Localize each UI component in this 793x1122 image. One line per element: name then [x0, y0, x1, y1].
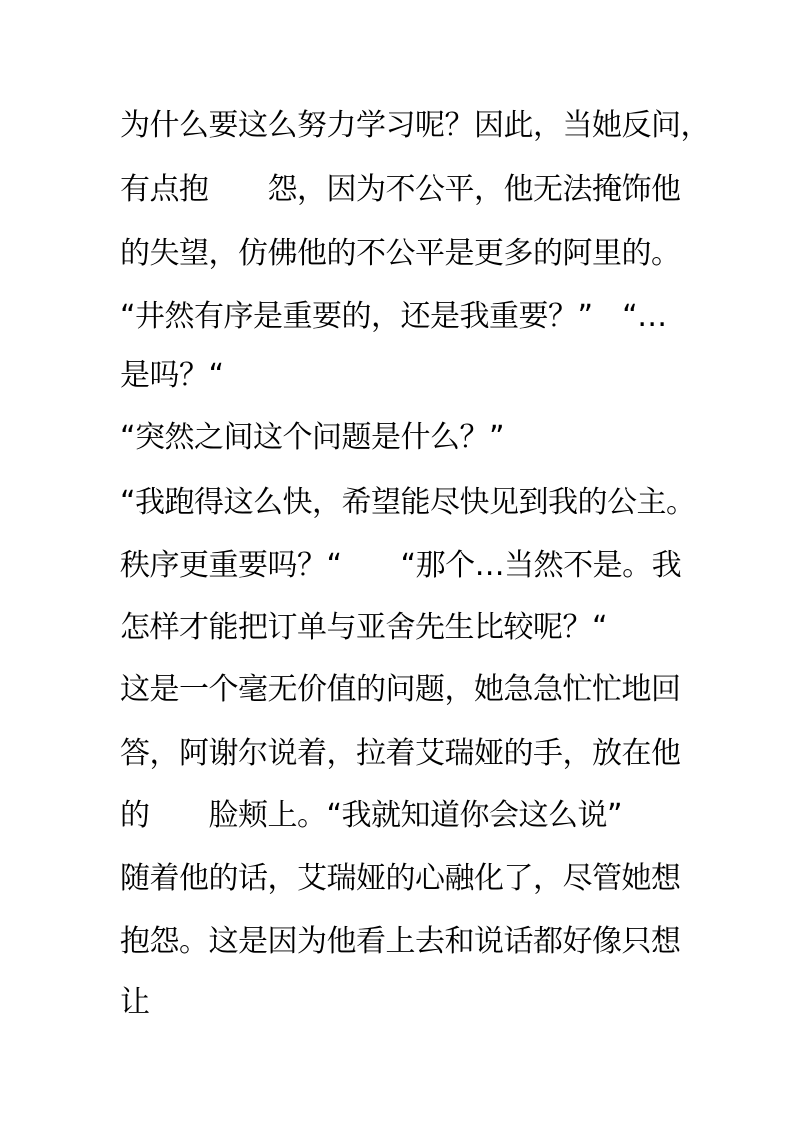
text-line: 有点抱 怨，因为不公平，他无法掩饰他: [120, 172, 681, 207]
text-line: 这是一个毫无价值的问题，她急急忙忙地回: [120, 672, 681, 707]
text-line: “我跑得这么快，希望能尽快见到我的公主。: [120, 485, 696, 520]
text-line: 让: [120, 985, 150, 1020]
text-line: 答，阿谢尔说着，拉着艾瑞娅的手，放在他: [120, 736, 681, 771]
text-line: 为什么要这么努力学习呢？因此，当她反问，: [120, 108, 710, 143]
text-line: 抱怨。这是因为他看上去和说话都好像只想: [120, 924, 681, 959]
text-line: “突然之间这个问题是什么？”: [120, 420, 505, 455]
text-line: “井然有序是重要的，还是我重要？” “…: [120, 299, 667, 334]
text-line: 怎样才能把订单与亚舍先生比较呢？“: [120, 610, 608, 645]
text-line: 的失望，仿佛他的不公平是更多的阿里的。: [120, 236, 681, 271]
text-line: 是吗？“: [120, 358, 224, 393]
text-line: 随着他的话，艾瑞娅的心融化了，尽管她想: [120, 861, 681, 896]
text-line: 秩序更重要吗？“ “那个…当然不是。我: [120, 548, 682, 583]
text-line: 的 脸颊上。“我就知道你会这么说”: [120, 798, 623, 833]
